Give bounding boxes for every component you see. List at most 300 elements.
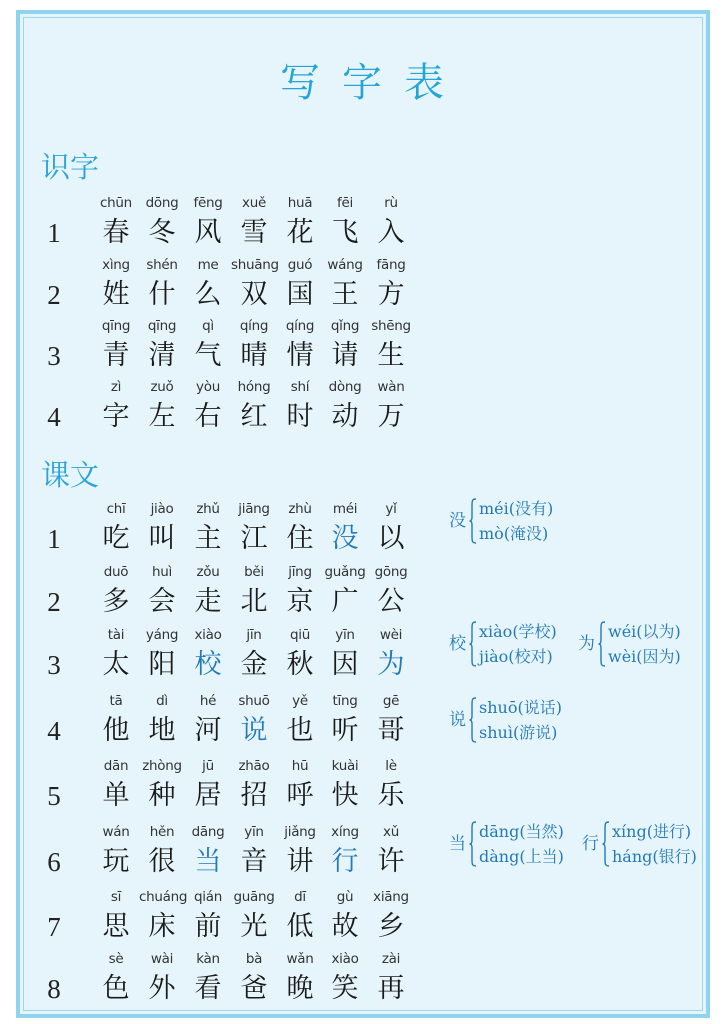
character-cell (139, 194, 185, 250)
table-row (0, 378, 440, 440)
character: 气 (194, 340, 222, 371)
pinyin: qíng (285, 318, 315, 334)
character-cell (185, 823, 231, 879)
pinyin: shí (290, 379, 310, 395)
character-cell (322, 950, 368, 1006)
character: 再 (377, 973, 405, 1004)
character-cell (139, 626, 185, 682)
character-cell (368, 823, 414, 879)
character: 乐 (377, 780, 405, 811)
character-cell (185, 888, 231, 944)
character: 地 (148, 715, 176, 746)
character-cell (231, 692, 277, 748)
character-cell (185, 692, 231, 748)
character-cell (322, 378, 368, 434)
pinyin: yīn (335, 627, 355, 643)
pinyin: yǐ (385, 501, 397, 517)
character: 很 (148, 846, 176, 877)
polyphone-note (582, 820, 712, 872)
pinyin: xiào (194, 627, 222, 643)
row-number: 5 (47, 781, 61, 811)
character: 叫 (148, 523, 176, 554)
character: 住 (286, 523, 314, 554)
character: 秋 (286, 649, 314, 680)
character: 招 (240, 780, 268, 811)
character-cell (231, 256, 277, 312)
pinyin: hóng (237, 379, 271, 395)
pinyin: hěn (149, 824, 175, 840)
character: 风 (194, 217, 222, 248)
character: 许 (377, 846, 405, 877)
character: 雪 (240, 217, 268, 248)
character-cell (231, 888, 277, 944)
character: 动 (331, 401, 359, 432)
character-cell (231, 378, 277, 434)
polyphone-reading: shuì(游说) (479, 723, 558, 742)
curly-brace-icon (469, 697, 477, 743)
table-row (0, 194, 440, 256)
character: 光 (240, 911, 268, 942)
character: 看 (194, 973, 222, 1004)
character-cell (93, 692, 139, 748)
character-cell (368, 626, 414, 682)
polyphone-note-char: 说 (449, 710, 466, 730)
pinyin: shuō (238, 693, 270, 709)
pinyin: dān (103, 758, 129, 774)
character-cell (139, 500, 185, 556)
character: 笑 (331, 973, 359, 1004)
character-cell (277, 888, 323, 944)
pinyin: huā (287, 195, 313, 211)
pinyin: huì (152, 564, 172, 580)
character: 什 (148, 279, 176, 310)
pinyin: zhù (288, 501, 312, 517)
character-cell (231, 317, 277, 373)
pinyin: dāng (191, 824, 225, 840)
table-row (0, 563, 440, 625)
character: 双 (240, 279, 268, 310)
polyphone-note (578, 620, 708, 672)
curly-brace-icon (598, 621, 606, 667)
character: 他 (102, 715, 130, 746)
pinyin: wáng (327, 257, 363, 273)
pinyin: kuài (331, 758, 359, 774)
pinyin: zì (110, 379, 122, 395)
character-cell (93, 194, 139, 250)
character-cell (139, 378, 185, 434)
character-cell (231, 194, 277, 250)
polyphone-reading: dāng(当然) (479, 822, 564, 841)
pinyin: tài (107, 627, 125, 643)
character: 床 (148, 911, 176, 942)
pinyin: běi (244, 564, 264, 580)
character-cell (277, 378, 323, 434)
pinyin: qì (202, 318, 214, 334)
character: 玩 (102, 846, 130, 877)
character-cell (277, 563, 323, 619)
pinyin: dì (156, 693, 168, 709)
character-cell (368, 888, 414, 944)
pinyin: yīn (244, 824, 264, 840)
pinyin: shén (146, 257, 178, 273)
table-row (0, 888, 440, 950)
pinyin: lè (385, 758, 397, 774)
character: 以 (377, 523, 405, 554)
table-row (0, 317, 440, 379)
row-number: 2 (47, 280, 61, 310)
character: 多 (102, 586, 130, 617)
curly-brace-icon (469, 621, 477, 667)
character: 春 (102, 217, 130, 248)
character: 公 (377, 586, 405, 617)
pinyin: dōng (145, 195, 179, 211)
character-cell (322, 823, 368, 879)
character: 哥 (377, 715, 405, 746)
character: 会 (148, 586, 176, 617)
polyphone-note (449, 696, 579, 748)
row-number: 4 (47, 402, 61, 432)
row-number: 1 (47, 218, 61, 248)
pinyin: tā (109, 693, 123, 709)
pinyin: kàn (196, 951, 220, 967)
character-cell (139, 823, 185, 879)
curly-brace-icon (469, 821, 477, 867)
polyphone-character: 行 (331, 846, 359, 877)
character: 呼 (286, 780, 314, 811)
polyphone-reading: xiào(学校) (479, 622, 557, 641)
polyphone-reading: xíng(进行) (612, 822, 692, 841)
polyphone-note (449, 497, 579, 549)
character-cell (277, 950, 323, 1006)
pinyin: hé (199, 693, 217, 709)
pinyin: zhòng (142, 758, 182, 774)
character: 居 (194, 780, 222, 811)
pinyin: jiǎng (284, 824, 316, 840)
pinyin: jīn (246, 627, 262, 643)
pinyin: qīng (101, 318, 131, 334)
character-cell (231, 757, 277, 813)
character-cell (93, 500, 139, 556)
character-cell (277, 626, 323, 682)
pinyin: wǎn (286, 951, 314, 967)
character-cell (277, 823, 323, 879)
table-row (0, 256, 440, 318)
character-cell (139, 317, 185, 373)
curly-brace-icon (469, 498, 477, 544)
character: 太 (102, 649, 130, 680)
character-cell (231, 626, 277, 682)
polyphone-reading: háng(银行) (612, 847, 697, 866)
pinyin: wèi (379, 627, 403, 643)
character-cell (277, 500, 323, 556)
page-title: 写字表 (280, 60, 466, 106)
polyphone-reading: shuō(说话) (479, 698, 562, 717)
character-cell (93, 563, 139, 619)
character-cell (322, 317, 368, 373)
character: 国 (286, 279, 314, 310)
polyphone-character: 说 (240, 715, 268, 746)
pinyin: yáng (145, 627, 179, 643)
row-number: 8 (47, 974, 61, 1004)
polyphone-reading: wèi(因为) (608, 647, 681, 666)
character: 情 (286, 340, 314, 371)
character: 北 (240, 586, 268, 617)
character: 请 (331, 340, 359, 371)
pinyin: chūn (100, 195, 132, 211)
character: 么 (194, 279, 222, 310)
character: 字 (102, 401, 130, 432)
character: 冬 (148, 217, 176, 248)
character-cell (139, 950, 185, 1006)
character-cell (185, 626, 231, 682)
character-cell (231, 823, 277, 879)
character: 前 (194, 911, 222, 942)
character-cell (368, 692, 414, 748)
character-cell (368, 950, 414, 1006)
character: 广 (331, 586, 359, 617)
polyphone-reading: méi(没有) (479, 499, 554, 518)
polyphone-note (449, 820, 579, 872)
polyphone-note-char: 为 (578, 634, 595, 654)
character-cell (185, 317, 231, 373)
pinyin: fēng (193, 195, 223, 211)
pinyin: xiào (331, 951, 359, 967)
row-number: 3 (47, 650, 61, 680)
character: 晚 (286, 973, 314, 1004)
character-cell (185, 194, 231, 250)
character-cell (185, 757, 231, 813)
pinyin: shuāng (231, 257, 279, 273)
character: 走 (194, 586, 222, 617)
character-cell (322, 888, 368, 944)
character-cell (277, 692, 323, 748)
character-cell (277, 317, 323, 373)
character-cell (185, 500, 231, 556)
character: 因 (331, 649, 359, 680)
character-cell (93, 626, 139, 682)
pinyin: qǐng (330, 318, 360, 334)
polyphone-note-char: 行 (582, 834, 599, 854)
pinyin: xiāng (373, 889, 409, 905)
character: 入 (377, 217, 405, 248)
pinyin: zài (381, 951, 401, 967)
pinyin: gē (382, 693, 400, 709)
polyphone-reading: jiào(校对) (479, 647, 553, 666)
character-cell (368, 256, 414, 312)
pinyin: fēi (337, 195, 353, 211)
polyphone-note-char: 当 (449, 834, 466, 854)
character: 青 (102, 340, 130, 371)
polyphone-character: 没 (331, 523, 359, 554)
character-cell (185, 950, 231, 1006)
character-cell (322, 626, 368, 682)
pinyin: jū (202, 758, 214, 774)
character: 红 (240, 401, 268, 432)
section-heading-kewen: 课文 (41, 458, 100, 492)
row-number: 3 (47, 341, 61, 371)
character-cell (93, 823, 139, 879)
character-cell (139, 256, 185, 312)
character-cell (93, 888, 139, 944)
polyphone-note-char: 校 (449, 634, 466, 654)
character: 花 (286, 217, 314, 248)
character: 乡 (377, 911, 405, 942)
character: 万 (377, 401, 405, 432)
pinyin: xuě (242, 195, 266, 211)
character: 快 (331, 780, 359, 811)
pinyin: wàn (377, 379, 405, 395)
pinyin: sè (108, 951, 124, 967)
pinyin: gōng (374, 564, 408, 580)
row-number: 2 (47, 587, 61, 617)
pinyin: qián (194, 889, 222, 905)
pinyin: gù (336, 889, 354, 905)
character: 爸 (240, 973, 268, 1004)
pinyin: me (197, 257, 219, 273)
character-cell (322, 563, 368, 619)
pinyin: shēng (371, 318, 411, 334)
character: 种 (148, 780, 176, 811)
pinyin: dī (294, 889, 306, 905)
character-cell (368, 194, 414, 250)
character-cell (185, 256, 231, 312)
character: 思 (102, 911, 130, 942)
pinyin: guó (287, 257, 313, 273)
pinyin: zuǒ (150, 379, 174, 395)
pinyin: jīng (288, 564, 312, 580)
pinyin: chī (106, 501, 126, 517)
character-cell (322, 757, 368, 813)
character-cell (322, 256, 368, 312)
pinyin: jiāng (238, 501, 270, 517)
pinyin: duō (103, 564, 129, 580)
pinyin: jiào (150, 501, 174, 517)
character-cell (368, 563, 414, 619)
character-cell (231, 950, 277, 1006)
pinyin: yě (292, 693, 308, 709)
character: 吃 (102, 523, 130, 554)
pinyin: zhǔ (196, 501, 220, 517)
pinyin: bà (245, 951, 263, 967)
pinyin: fāng (376, 257, 406, 273)
character-cell (277, 194, 323, 250)
pinyin: guāng (233, 889, 275, 905)
pinyin: wán (102, 824, 130, 840)
row-number: 7 (47, 912, 61, 942)
section-heading-shizi: 识字 (41, 150, 100, 184)
pinyin: méi (332, 501, 358, 517)
character: 音 (240, 846, 268, 877)
character-cell (368, 500, 414, 556)
character: 低 (286, 911, 314, 942)
character-cell (139, 888, 188, 944)
character-cell (231, 563, 277, 619)
pinyin: wài (150, 951, 174, 967)
polyphone-character: 为 (377, 649, 405, 680)
character-cell (368, 317, 414, 373)
pinyin: qiū (290, 627, 310, 643)
character: 方 (377, 279, 405, 310)
character-cell (93, 950, 139, 1006)
row-number: 4 (47, 716, 61, 746)
character: 金 (240, 649, 268, 680)
character-cell (368, 378, 414, 434)
character-cell (93, 757, 139, 813)
character-cell (93, 378, 139, 434)
polyphone-reading: wéi(以为) (608, 622, 681, 641)
character: 王 (331, 279, 359, 310)
character-cell (93, 256, 139, 312)
character-cell (185, 563, 231, 619)
character: 单 (102, 780, 130, 811)
character: 讲 (286, 846, 314, 877)
table-row (0, 823, 440, 885)
character: 主 (194, 523, 222, 554)
pinyin: yòu (196, 379, 220, 395)
pinyin: qīng (147, 318, 177, 334)
polyphone-reading: mò(淹没) (479, 524, 549, 543)
row-number: 1 (47, 524, 61, 554)
character-cell (139, 692, 185, 748)
polyphone-reading: dàng(上当) (479, 847, 564, 866)
pinyin: sī (110, 889, 122, 905)
pinyin: rù (384, 195, 398, 211)
curly-brace-icon (602, 821, 610, 867)
character: 晴 (240, 340, 268, 371)
character: 左 (148, 401, 176, 432)
pinyin: zǒu (196, 564, 220, 580)
character: 河 (194, 715, 222, 746)
character: 时 (286, 401, 314, 432)
character-cell (139, 563, 185, 619)
character: 京 (286, 586, 314, 617)
table-row (0, 500, 440, 562)
row-number: 6 (47, 847, 61, 877)
character: 阳 (148, 649, 176, 680)
pinyin: xǔ (383, 824, 399, 840)
character: 生 (377, 340, 405, 371)
pinyin: tīng (332, 693, 358, 709)
table-row (0, 950, 440, 1012)
character-cell (277, 757, 323, 813)
character-cell (93, 317, 139, 373)
character-cell (322, 500, 368, 556)
character: 色 (102, 973, 130, 1004)
pinyin: hū (291, 758, 309, 774)
polyphone-note-char: 没 (449, 511, 466, 531)
character: 飞 (331, 217, 359, 248)
character-cell (139, 757, 185, 813)
table-row (0, 757, 440, 819)
character-cell (231, 500, 277, 556)
character: 右 (194, 401, 222, 432)
polyphone-character: 校 (194, 649, 222, 680)
pinyin: chuáng (139, 889, 188, 905)
pinyin: xíng (331, 824, 359, 840)
character-cell (185, 378, 231, 434)
pinyin: dòng (328, 379, 362, 395)
character: 听 (331, 715, 359, 746)
table-row (0, 626, 440, 688)
character-cell (322, 692, 368, 748)
character-cell (322, 194, 368, 250)
character: 江 (240, 523, 268, 554)
polyphone-note (449, 620, 579, 672)
pinyin: guǎng (324, 564, 366, 580)
character-cell (277, 256, 323, 312)
character: 清 (148, 340, 176, 371)
pinyin: zhāo (238, 758, 270, 774)
